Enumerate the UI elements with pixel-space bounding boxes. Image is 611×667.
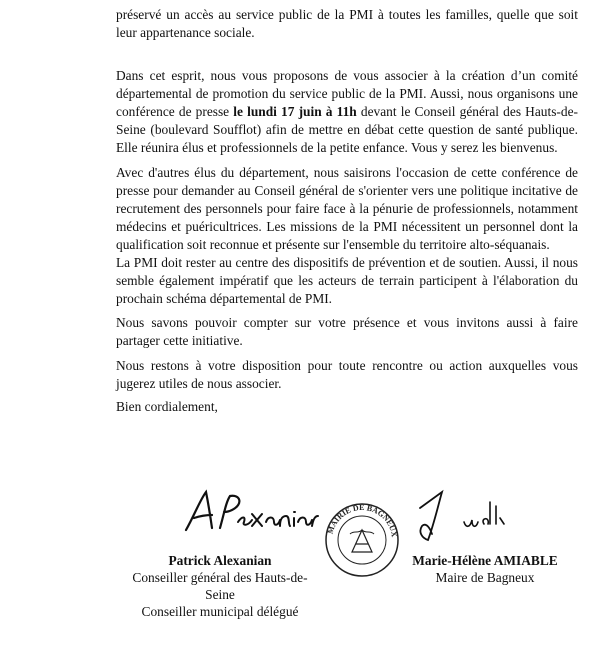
paragraph-6: Nous restons à votre disposition pour toute rencontre ou action auxquelles vous jugerez utiles de nous associer. [116,358,578,391]
paragraph-2-text-a: Dans cet esprit, nous vous proposons de vous associer à la création d’un comité départemental de promotion du service public de la PMI. Aussi, nous organisons une conférence de presse [116,68,578,119]
stamp-text: MAIRIE DE BAGNEUX [325,502,399,538]
closing-salutation: Bien cordialement, [116,399,218,414]
signatory-left-name: Patrick Alexanian [168,553,272,568]
signature-right-handwriting [408,488,518,548]
paragraph-5: Nous savons pouvoir compter sur votre présence et vous invitons aussi à faire partager cette initiative. [116,315,578,348]
paragraph-3: Avec d'autres élus du département, nous saisirons l'occasion de cette conférence de presse pour demander au Conseil général de s'orienter vers une politique incitative de recrutement des personnels pour faire face à la pénurie de professionnels, notamment médecins et puéricultrices. Les missions de la PMI nécessitent un personnel dont la qualification soit reconnue et présente sur l'ensemble du territoire alto-séquanais. [116,165,578,252]
paragraph-4: La PMI doit rester au centre des dispositifs de prévention et de soutien. Aussi, il nous semble également impératif que les acteurs de terrain participent à l'élaboration du prochain schéma départemental de PMI. [116,255,578,306]
signatory-left [120,552,320,620]
signatory-right-title-1: Maire de Bagneux [435,570,535,585]
signatory-left-title-2: Conseiller municipal délégué [141,604,299,619]
paragraph-1: préservé un accès au service public de la PMI à toutes les familles, quelle que soit leur appartenance sociale. [116,7,578,40]
event-date: le lundi 17 juin à 11h [233,104,357,119]
paragraph-2 [116,67,578,157]
signatory-right-name: Marie-Hélène AMIABLE [412,553,558,568]
signature-left-handwriting [180,488,320,538]
signatory-left-title-1: Conseiller général des Hauts-de-Seine [132,570,308,602]
paragraph-2-text-c: devant le Conseil général des Hauts-de-Seine (boulevard Soufflot) afin de mettre en débat cette question de santé publique. Elle réunira élus et professionnels de la petite enfance. Vous y serez les bienvenus. [116,104,578,155]
signatory-right [378,552,592,586]
svg-text:MAIRIE DE BAGNEUX [326,503,399,538]
